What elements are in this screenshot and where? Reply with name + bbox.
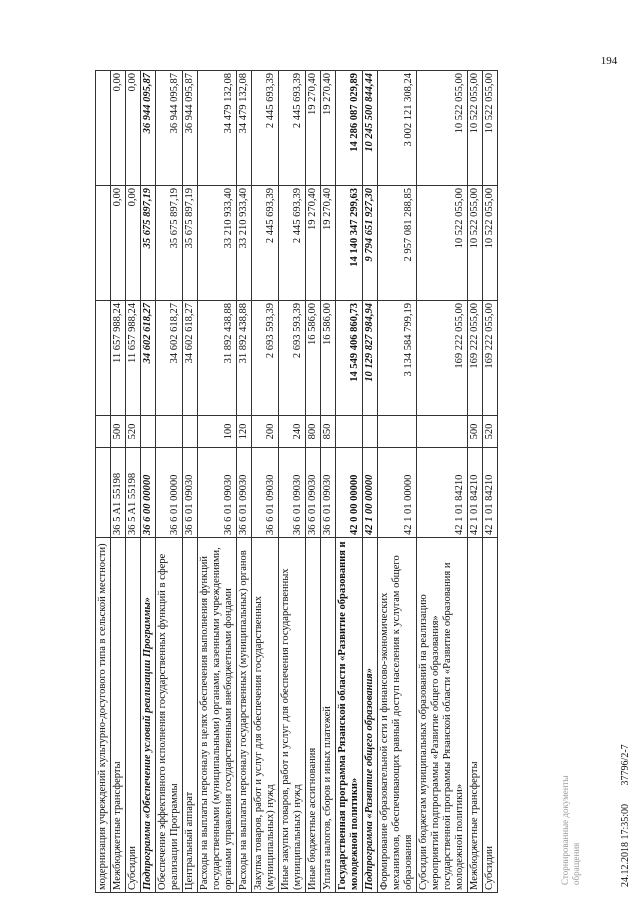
sum-cell-1: 2 693 593,39 [252, 301, 279, 416]
sum-cell-3: 0,00 [126, 71, 141, 186]
sum-cell-2 [96, 186, 111, 301]
table-row [336, 71, 363, 893]
sum-cell-1: 34 602 618,27 [141, 301, 156, 416]
sum-cell-2: 2 445 693,39 [252, 186, 279, 301]
table-row [111, 71, 126, 893]
sum-cell-1: 31 892 438,88 [198, 301, 237, 416]
row-name-cell: Центральный аппарат [183, 538, 198, 893]
csr-code-cell: 36 6 01 09030 [252, 448, 279, 538]
table-row [156, 71, 183, 893]
row-name-cell: Государственная программа Рязанской области «Развитие образования и молодежной политики» [336, 538, 363, 893]
watermark-line: Сторнированные документы [560, 775, 570, 885]
expense-type-cell [96, 416, 111, 448]
sum-cell-3: 19 270,40 [306, 71, 321, 186]
table-row [126, 71, 141, 893]
expense-type-cell [417, 416, 468, 448]
sum-cell-3: 19 270,40 [321, 71, 336, 186]
sum-cell-1: 11 657 988,24 [126, 301, 141, 416]
sum-cell-2: 2 445 693,39 [279, 186, 306, 301]
sum-cell-3: 34 479 132,08 [198, 71, 237, 186]
expense-type-cell [141, 416, 156, 448]
table-row [417, 71, 468, 893]
table-row [483, 71, 498, 893]
row-name-cell: Иные закупки товаров, работ и услуг для обеспечения государственных (муниципальных) нужд [279, 538, 306, 893]
row-name-cell: Обеспечение эффективного исполнения государственных функций в сфере реализации Программы [156, 538, 183, 893]
csr-code-cell: 36 6 01 00000 [156, 448, 183, 538]
sum-cell-3 [96, 71, 111, 186]
row-name-cell: Субсидии [126, 538, 141, 893]
page-footer [620, 728, 631, 887]
row-name-cell: Подпрограмма «Обеспечение условий реализации Программы» [141, 538, 156, 893]
sum-cell-1: 169 222 055,00 [483, 301, 498, 416]
expense-type-cell: 850 [321, 416, 336, 448]
table-row [378, 71, 417, 893]
sum-cell-3: 2 445 693,39 [252, 71, 279, 186]
row-name-cell: Межбюджетные трансферты [468, 538, 483, 893]
sum-cell-3: 36 944 095,87 [183, 71, 198, 186]
sum-cell-1: 16 586,00 [321, 301, 336, 416]
sum-cell-2: 35 675 897,19 [183, 186, 198, 301]
sum-cell-2: 10 522 055,00 [468, 186, 483, 301]
table-row [321, 71, 336, 893]
sum-cell-2: 10 522 055,00 [417, 186, 468, 301]
sum-cell-3: 10 245 500 844,44 [363, 71, 378, 186]
sum-cell-2: 35 675 897,19 [141, 186, 156, 301]
csr-code-cell: 42 0 00 00000 [336, 448, 363, 538]
row-name-cell: Закупка товаров, работ и услуг для обеспечения государственных (муниципальных) нужд [252, 538, 279, 893]
expense-type-cell [156, 416, 183, 448]
sum-cell-1: 34 602 618,27 [183, 301, 198, 416]
csr-code-cell: 42 1 01 00000 [378, 448, 417, 538]
expense-type-cell [336, 416, 363, 448]
row-name-cell: Субсидии бюджетам муниципальных образований на реализацию мероприятий подпрограммы «Развитие общего образования» государственной программы Рязанской области «Развитие образования и молодежной политики» [417, 538, 468, 893]
sum-cell-2: 19 270,40 [321, 186, 336, 301]
table-row [468, 71, 483, 893]
csr-code-cell: 36 5 A1 55198 [126, 448, 141, 538]
sum-cell-2: 0,00 [111, 186, 126, 301]
expense-type-cell [183, 416, 198, 448]
sum-cell-1: 31 892 438,88 [237, 301, 252, 416]
table-row [198, 71, 237, 893]
csr-code-cell: 36 6 01 09030 [198, 448, 237, 538]
row-name-cell: Подпрограмма «Развитие общего образования» [363, 538, 378, 893]
expense-type-cell: 500 [468, 416, 483, 448]
row-name-cell: Расходы на выплаты персоналу государственных (муниципальных) органов [237, 538, 252, 893]
expense-type-cell: 520 [126, 416, 141, 448]
sum-cell-1: 14 549 406 860,73 [336, 301, 363, 416]
sum-cell-1: 34 602 618,27 [156, 301, 183, 416]
expense-type-cell [378, 416, 417, 448]
csr-code-cell: 42 1 01 84210 [468, 448, 483, 538]
table-row [237, 71, 252, 893]
row-name-cell: Уплата налогов, сборов и иных платежей [321, 538, 336, 893]
csr-code-cell: 36 6 01 09030 [321, 448, 336, 538]
csr-code-cell: 36 6 01 09030 [237, 448, 252, 538]
sum-cell-3: 34 479 132,08 [237, 71, 252, 186]
sum-cell-1: 16 586,00 [306, 301, 321, 416]
csr-code-cell [96, 448, 111, 538]
row-name-cell: Расходы на выплаты персоналу в целях обеспечения выполнения функций государственными (муниципальными) органами, казенными учреждениями, органами управления государственными внебюджетными фондами [198, 538, 237, 893]
sum-cell-2: 33 210 933,40 [198, 186, 237, 301]
table-row [363, 71, 378, 893]
sum-cell-3: 0,00 [111, 71, 126, 186]
budget-table [95, 70, 498, 893]
sum-cell-1: 11 657 988,24 [111, 301, 126, 416]
sum-cell-3: 14 286 087 029,89 [336, 71, 363, 186]
expense-type-cell: 100 [198, 416, 237, 448]
sum-cell-3: 3 002 121 308,24 [378, 71, 417, 186]
footer-doc-code: 37796/2-7 [620, 744, 631, 786]
table-row [306, 71, 321, 893]
expense-type-cell [363, 416, 378, 448]
sum-cell-1: 3 134 584 799,19 [378, 301, 417, 416]
sum-cell-3: 10 522 055,00 [417, 71, 468, 186]
sum-cell-3: 10 522 055,00 [483, 71, 498, 186]
sum-cell-1: 2 693 593,39 [279, 301, 306, 416]
sum-cell-2: 33 210 933,40 [237, 186, 252, 301]
table-body [96, 71, 498, 893]
sum-cell-1: 169 222 055,00 [468, 301, 483, 416]
sum-cell-2: 10 522 055,00 [483, 186, 498, 301]
sum-cell-3: 36 944 095,87 [141, 71, 156, 186]
table-row [279, 71, 306, 893]
watermark-line: обращения [571, 842, 581, 885]
csr-code-cell: 42 1 01 84210 [417, 448, 468, 538]
sum-cell-1: 169 222 055,00 [417, 301, 468, 416]
footer-timestamp: 24.12.2018 17:35:00 [620, 803, 631, 887]
csr-code-cell: 42 1 00 00000 [363, 448, 378, 538]
sum-cell-1 [96, 301, 111, 416]
csr-code-cell: 42 1 01 84210 [483, 448, 498, 538]
csr-code-cell: 36 6 01 09030 [306, 448, 321, 538]
sum-cell-2: 9 794 651 927,30 [363, 186, 378, 301]
csr-code-cell: 36 6 01 09030 [183, 448, 198, 538]
sum-cell-3: 2 445 693,39 [279, 71, 306, 186]
sum-cell-2: 2 957 081 288,85 [378, 186, 417, 301]
row-name-cell: модернизация учреждений культурно-досугового типа в сельской местности) [96, 538, 111, 893]
sum-cell-1: 10 129 827 984,94 [363, 301, 378, 416]
sum-cell-3: 36 944 095,87 [156, 71, 183, 186]
csr-code-cell: 36 6 00 00000 [141, 448, 156, 538]
expense-type-cell: 500 [111, 416, 126, 448]
table-row [183, 71, 198, 893]
expense-type-cell: 240 [279, 416, 306, 448]
table-row [96, 71, 111, 893]
row-name-cell: Межбюджетные трансферты [111, 538, 126, 893]
page-number: 194 [600, 54, 618, 67]
sum-cell-2: 35 675 897,19 [156, 186, 183, 301]
expense-type-cell: 120 [237, 416, 252, 448]
expense-type-cell: 800 [306, 416, 321, 448]
watermark [560, 675, 582, 885]
sum-cell-2: 19 270,40 [306, 186, 321, 301]
csr-code-cell: 36 5 A1 55198 [111, 448, 126, 538]
row-name-cell: Формирование образовательной сети и финансово-экономических механизмов, обеспечивающих равный доступ населения к услугам общего образования [378, 538, 417, 893]
csr-code-cell: 36 6 01 09030 [279, 448, 306, 538]
sum-cell-2: 14 140 347 299,63 [336, 186, 363, 301]
expense-type-cell: 520 [483, 416, 498, 448]
row-name-cell: Субсидии [483, 538, 498, 893]
expense-type-cell: 200 [252, 416, 279, 448]
row-name-cell: Иные бюджетные ассигнования [306, 538, 321, 893]
sum-cell-3: 10 522 055,00 [468, 71, 483, 186]
sum-cell-2: 0,00 [126, 186, 141, 301]
table-row [252, 71, 279, 893]
table-row [141, 71, 156, 893]
